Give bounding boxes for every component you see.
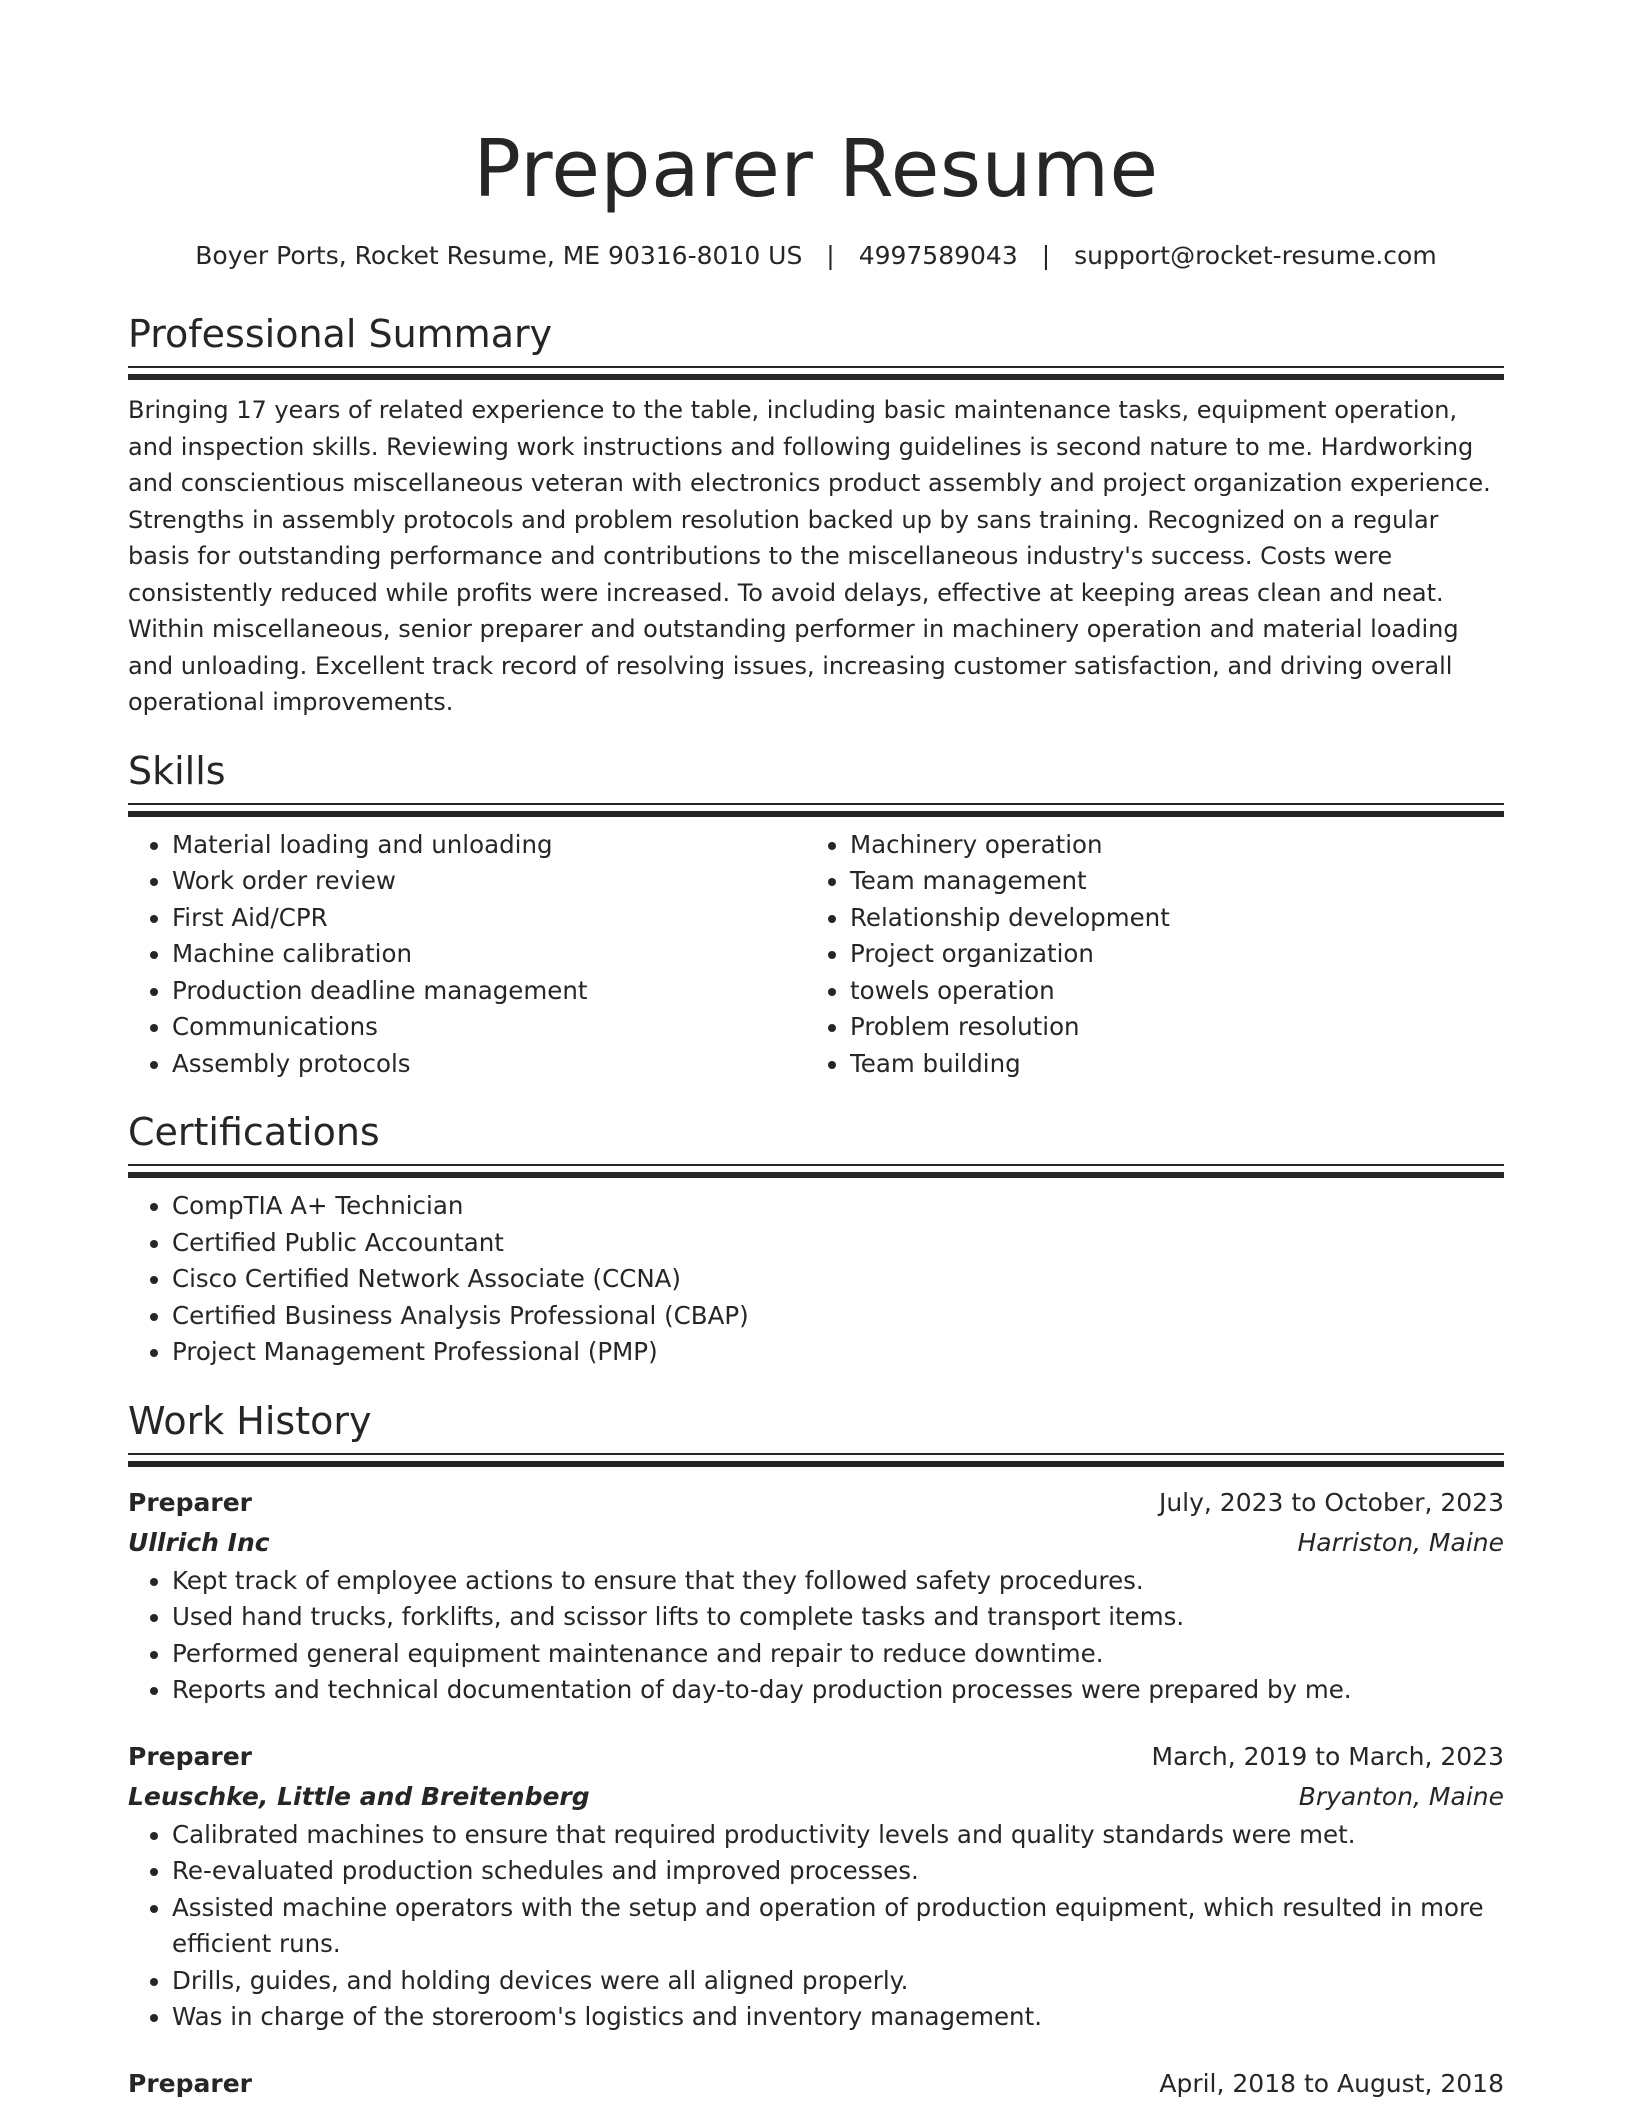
summary-section [128, 310, 1504, 721]
section-title-work-history: Work History [128, 1398, 372, 1443]
job-bullet: • Was in charge of the storeroom's logistics and inventory management. [172, 1999, 1504, 2036]
summary-text: Bringing 17 years of related experience to the table, including basic maintenance tasks, equipment operation, and inspection skills. Reviewing work instructions and following guidelines is second nature to me. Hardworking and conscientious miscellaneous veteran with electronics product assembly and project organization experience. Strengths in assembly protocols and problem resolution backed up by sans training. Recognized on a regular basis for outstanding performance and contributions to the miscellaneous industry's success. Costs were consistently reduced while profits were increased. To avoid delays, effective at keeping areas clean and neat. Within miscellaneous, senior preparer and outstanding performer in machinery operation and material loading and unloading. Excellent track record of resolving issues, increasing customer satisfaction, and driving overall operational improvements. [128, 396, 1491, 716]
job-bullet: • Kept track of employee actions to ensure that they followed safety procedures. [172, 1563, 1504, 1600]
job-bullet: • Used hand trucks, forklifts, and scissor lifts to complete tasks and transport items. [172, 1599, 1504, 1636]
job-company: Ullrich Inc [128, 1527, 270, 1557]
skill-item: • Team management [850, 863, 1484, 900]
skill-item: • Team building [850, 1046, 1484, 1083]
certifications-section [128, 1108, 1504, 1371]
certification-item: • CompTIA A+ Technician [172, 1188, 1504, 1225]
job-header [128, 2064, 1504, 2104]
contact-address: Boyer Ports, Rocket Resume, ME 90316-8010 US [195, 241, 803, 270]
skill-item: • Production deadline management [172, 973, 806, 1010]
contact-separator: | [826, 241, 835, 270]
job-dates: April, 2018 to August, 2018 [1159, 2068, 1504, 2098]
section-divider [128, 366, 1504, 382]
contact-separator: | [1041, 241, 1051, 270]
section-title-summary: Professional Summary [128, 312, 553, 356]
contact-phone: 4997589043 [858, 241, 1018, 270]
skill-item: • Material loading and unloading [172, 827, 806, 864]
job-location: Bryanton, Maine [1298, 1781, 1504, 1811]
job-header [128, 1737, 1504, 1777]
skills-column-right [806, 827, 1484, 1083]
job-bullet: • Drills, guides, and holding devices were all aligned properly. [172, 1963, 1504, 2000]
skill-item: • Relationship development [850, 900, 1484, 937]
job-header [128, 1483, 1504, 1523]
skills-section [128, 747, 1504, 1083]
job-title: Preparer [128, 1741, 252, 1771]
work-history-section [128, 1397, 1504, 2104]
job-bullet: • Reports and technical documentation of day-to-day production processes were prepared by me. [172, 1672, 1504, 1709]
certification-item: • Certified Public Accountant [172, 1225, 1504, 1262]
job-bullet: • Re-evaluated production schedules and improved processes. [172, 1853, 1504, 1890]
section-divider [128, 803, 1504, 819]
skills-list-left [128, 827, 806, 1083]
skill-item: • First Aid/CPR [172, 900, 806, 937]
certification-item: • Project Management Professional (PMP) [172, 1334, 1504, 1371]
job-bullet: • Performed general equipment maintenance and repair to reduce downtime. [172, 1636, 1504, 1673]
skills-grid [128, 827, 1504, 1083]
job-entry [128, 1737, 1504, 2036]
job-dates: March, 2019 to March, 2023 [1151, 1741, 1504, 1771]
skill-item: • Machinery operation [850, 827, 1484, 864]
job-subheader [128, 1523, 1504, 1563]
resume-name: Preparer Resume [473, 123, 1159, 215]
job-location: Harriston, Maine [1297, 1527, 1504, 1557]
job-entry [128, 1483, 1504, 1709]
job-bullet: • Assisted machine operators with the setup and operation of production equipment, which resulted in more efficient runs. [172, 1890, 1504, 1963]
skills-list-right [806, 827, 1484, 1083]
certifications-list [128, 1188, 1504, 1371]
job-title: Preparer [128, 1487, 252, 1517]
skill-item: • Machine calibration [172, 936, 806, 973]
skill-item: • towels operation [850, 973, 1484, 1010]
skill-item: • Work order review [172, 863, 806, 900]
job-bullet-list [128, 1817, 1504, 2036]
job-dates: July, 2023 to October, 2023 [1158, 1487, 1504, 1517]
section-divider [128, 1453, 1504, 1469]
resume-page [128, 0, 1504, 2104]
contact-email: support@rocket-resume.com [1074, 241, 1437, 270]
job-company: Leuschke, Little and Breitenberg [128, 1781, 590, 1811]
skill-item: • Communications [172, 1009, 806, 1046]
skill-item: • Problem resolution [850, 1009, 1484, 1046]
section-title-certifications: Certifications [128, 1110, 380, 1154]
section-divider [128, 1164, 1504, 1180]
job-entry [128, 2064, 1504, 2104]
section-title-skills: Skills [128, 748, 226, 793]
job-bullet-list [128, 1563, 1504, 1709]
skill-item: • Assembly protocols [172, 1046, 806, 1083]
contact-line [128, 238, 1504, 274]
job-title: Preparer [128, 2068, 252, 2098]
skill-item: • Project organization [850, 936, 1484, 973]
job-subheader [128, 1777, 1504, 1817]
certification-item: • Certified Business Analysis Professional (CBAP) [172, 1298, 1504, 1335]
skills-column-left [128, 827, 806, 1083]
job-bullet: • Calibrated machines to ensure that required productivity levels and quality standards were met. [172, 1817, 1504, 1854]
certification-item: • Cisco Certified Network Associate (CCNA) [172, 1261, 1504, 1298]
